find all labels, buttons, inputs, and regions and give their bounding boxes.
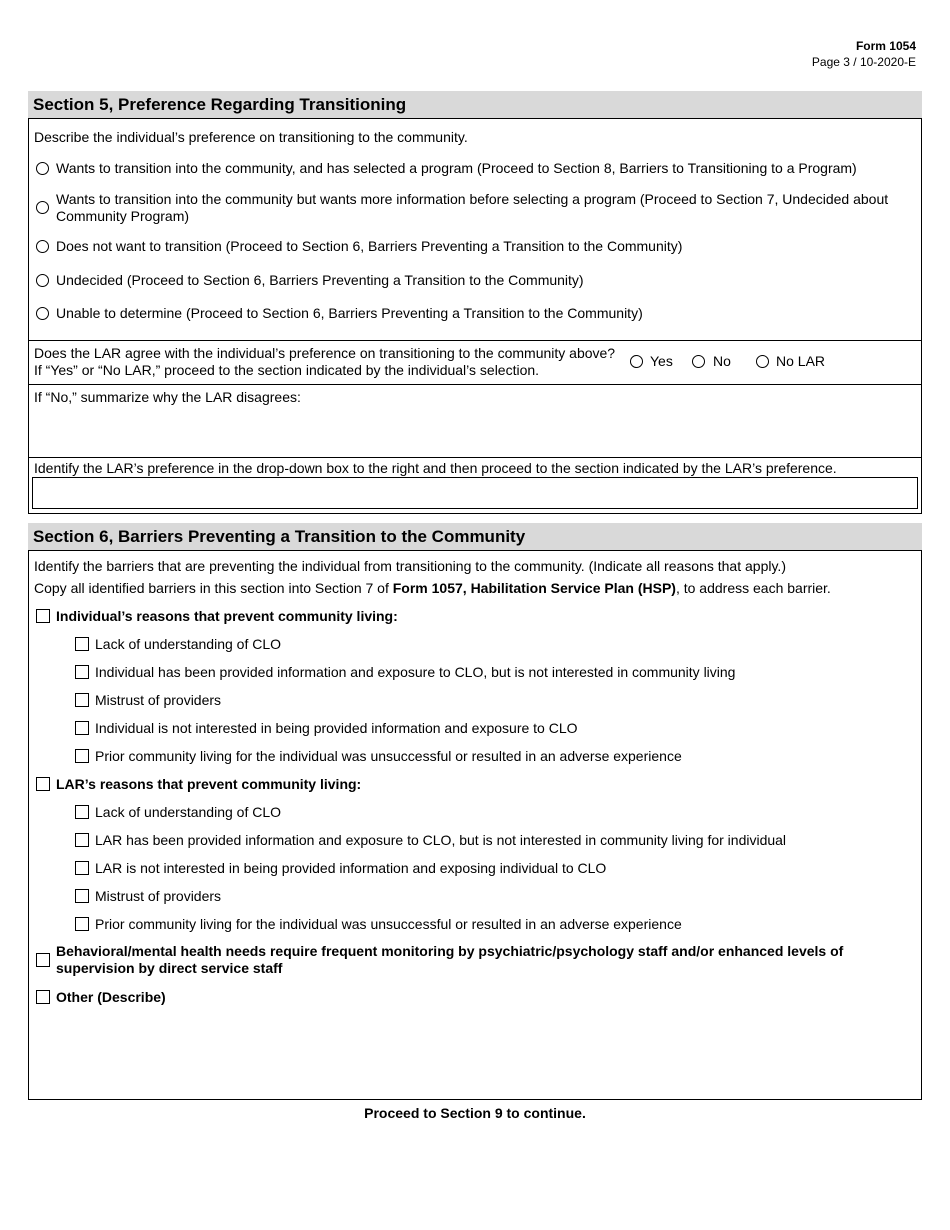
reason-checkbox[interactable] <box>75 889 89 903</box>
reason-checkbox[interactable] <box>75 833 89 847</box>
if-no-label: If “No,” summarize why the LAR disagrees: <box>34 389 301 405</box>
option-label: Community Program) <box>56 208 190 224</box>
individual-reasons-checkbox[interactable] <box>36 609 50 623</box>
lar-no-lar-radio[interactable] <box>756 355 769 368</box>
option-radio-more-info[interactable] <box>36 201 49 214</box>
reason-label: Lack of understanding of CLO <box>95 636 282 652</box>
lar-yes-label: Yes <box>650 353 673 369</box>
reason-label: Individual is not interested in being provided information and exposure to CLO <box>95 720 578 736</box>
reason-checkbox[interactable] <box>75 917 89 931</box>
lar-no-lar-label: No LAR <box>776 353 826 369</box>
option-radio-selected-program[interactable] <box>36 162 49 175</box>
lar-preference-dropdown[interactable] <box>32 477 918 509</box>
section5-title: Section 5, Preference Regarding Transitioning <box>28 91 922 118</box>
reason-checkbox[interactable] <box>75 637 89 651</box>
divider <box>29 384 921 385</box>
section5-intro: Describe the individual’s preference on transitioning to the community. <box>34 129 468 145</box>
option-radio-undecided[interactable] <box>36 274 49 287</box>
intro2-text-end: , to address each barrier. <box>675 580 831 596</box>
form-1057-reference: Form 1057, Habilitation Service Plan (HSP) <box>392 580 676 596</box>
lar-yes-radio[interactable] <box>630 355 643 368</box>
behavioral-needs-label: Behavioral/mental health needs require frequent monitoring by psychiatric/psychology staff and/or enhanced levels of <box>56 943 844 959</box>
reason-label: Lack of understanding of CLO <box>95 804 282 820</box>
lar-no-label: No <box>713 353 731 369</box>
reason-label: LAR is not interested in being provided information and exposing individual to CLO <box>95 860 607 876</box>
other-label: Other (Describe) <box>56 989 166 1005</box>
behavioral-needs-label: supervision by direct service staff <box>56 960 283 976</box>
option-radio-does-not-want[interactable] <box>36 240 49 253</box>
option-label: Wants to transition into the community, and has selected a program (Proceed to Section 8, Barriers to Transitioning to a Program) <box>56 160 857 176</box>
reason-label: Mistrust of providers <box>95 692 222 708</box>
intro2-text: Copy all identified barriers in this section into Section 7 of <box>34 580 393 596</box>
footer-instruction: Proceed to Section 9 to continue. <box>364 1105 586 1121</box>
option-label: Undecided (Proceed to Section 6, Barriers Preventing a Transition to the Community) <box>56 272 584 288</box>
option-radio-unable[interactable] <box>36 307 49 320</box>
page-info: Page 3 / 10-2020-E <box>811 55 916 69</box>
lar-reasons-heading: LAR’s reasons that prevent community living: <box>56 776 362 792</box>
other-checkbox[interactable] <box>36 990 50 1004</box>
other-description-textarea[interactable] <box>56 1009 917 1095</box>
option-label: Does not want to transition (Proceed to Section 6, Barriers Preventing a Transition to the Community) <box>56 238 683 254</box>
section6-box <box>28 550 922 1100</box>
lar-no-radio[interactable] <box>692 355 705 368</box>
section6-intro1: Identify the barriers that are preventing the individual from transitioning to the community. (Indicate all reasons that apply.) <box>34 558 786 574</box>
option-label: Unable to determine (Proceed to Section 6, Barriers Preventing a Transition to the Community) <box>56 305 643 321</box>
reason-checkbox[interactable] <box>75 861 89 875</box>
reason-checkbox[interactable] <box>75 721 89 735</box>
reason-checkbox[interactable] <box>75 805 89 819</box>
divider <box>29 340 921 341</box>
reason-label: LAR has been provided information and exposure to CLO, but is not interested in community living for individual <box>95 832 787 848</box>
dropdown-label: Identify the LAR’s preference in the drop-down box to the right and then proceed to the section indicated by the LAR’s preference. <box>34 460 837 476</box>
if-no-textarea[interactable] <box>29 406 921 457</box>
reason-label: Prior community living for the individual was unsuccessful or resulted in an adverse experience <box>95 748 682 764</box>
section5-box <box>28 118 922 514</box>
reason-checkbox[interactable] <box>75 693 89 707</box>
option-label: Wants to transition into the community but wants more information before selecting a program (Proceed to Section 7, Undecided about <box>56 191 889 207</box>
reason-label: Mistrust of providers <box>95 888 222 904</box>
behavioral-needs-checkbox[interactable] <box>36 953 50 967</box>
lar-question-line2: If “Yes” or “No LAR,” proceed to the section indicated by the individual’s selection. <box>34 362 540 378</box>
section6-intro2 <box>34 580 831 596</box>
lar-question-line1: Does the LAR agree with the individual’s preference on transitioning to the community above? <box>34 345 616 361</box>
divider <box>29 457 921 458</box>
lar-reasons-checkbox[interactable] <box>36 777 50 791</box>
reason-label: Prior community living for the individual was unsuccessful or resulted in an adverse experience <box>95 916 682 932</box>
form-number: Form 1054 <box>855 39 916 53</box>
reason-checkbox[interactable] <box>75 749 89 763</box>
form-header <box>812 38 916 70</box>
section6-title: Section 6, Barriers Preventing a Transition to the Community <box>28 523 922 550</box>
individual-reasons-heading: Individual’s reasons that prevent community living: <box>56 608 398 624</box>
reason-label: Individual has been provided information and exposure to CLO, but is not interested in community living <box>95 664 736 680</box>
reason-checkbox[interactable] <box>75 665 89 679</box>
